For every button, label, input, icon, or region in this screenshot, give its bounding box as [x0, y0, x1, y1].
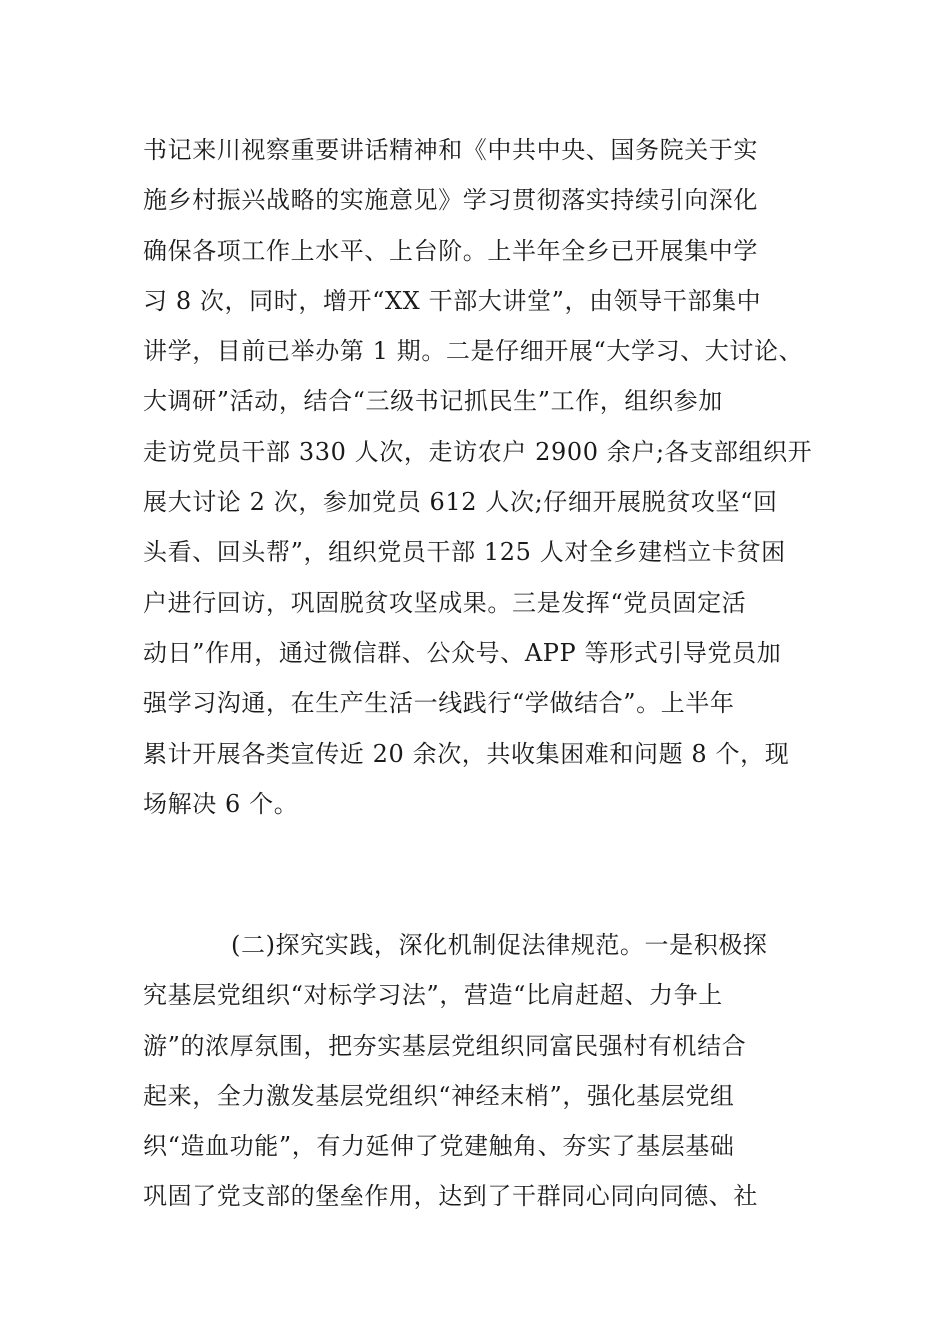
text-line: 巩固了党支部的堡垒作用，达到了干群同心同向同德、社: [143, 1182, 758, 1211]
text-line-indented: (二)探究实践，深化机制促法律规范。一是积极探: [231, 931, 768, 959]
text-line: 确保各项工作上水平、上台阶。上半年全乡已开展集中学: [143, 236, 758, 265]
text-line: 习 8 次，同时，增开“XX 干部大讲堂”，由领导干部集中: [143, 286, 762, 315]
text-line: 讲学，目前已举办第 1 期。二是仔细开展“大学习、大讨论、: [143, 337, 804, 366]
text-line: 场解决 6 个。: [143, 789, 299, 818]
text-line: 头看、回头帮”，组织党员干部 125 人对全乡建档立卡贫困: [143, 538, 786, 567]
paragraph-1: [143, 125, 823, 829]
text-line: 游”的浓厚氛围，把夯实基层党组织同富民强村有机结合: [143, 1031, 747, 1060]
text-line: 大调研”活动，结合“三级书记抓民生”工作，组织参加: [143, 387, 723, 416]
text-line: 强学习沟通，在生产生活一线践行“学做结合”。上半年: [143, 689, 735, 718]
text-line: 书记来川视察重要讲话精神和《中共中央、国务院关于实: [143, 136, 758, 164]
text-line: 动日”作用，通过微信群、公众号、APP 等形式引导党员加: [143, 638, 782, 667]
text-line: 织“造血功能”，有力延伸了党建触角、夯实了基层基础: [143, 1132, 735, 1161]
text-line: 走访党员干部 330 人次，走访农户 2900 余户;各支部组织开: [143, 437, 813, 466]
text-line: 施乡村振兴战略的实施意见》学习贯彻落实持续引向深化: [143, 186, 758, 215]
paragraph-2: [143, 920, 823, 1222]
text-line: 户进行回访，巩固脱贫攻坚成果。三是发挥“党员固定活: [143, 588, 747, 617]
text-line: 展大讨论 2 次，参加党员 612 人次;仔细开展脱贫攻坚“回: [143, 488, 778, 517]
text-line: 究基层党组织“对标学习法”，营造“比肩赶超、力争上: [143, 981, 723, 1010]
text-line: 累计开展各类宣传近 20 余次，共收集困难和问题 8 个，现: [143, 739, 790, 768]
text-line: 起来，全力激发基层党组织“神经末梢”，强化基层党组: [143, 1081, 735, 1110]
